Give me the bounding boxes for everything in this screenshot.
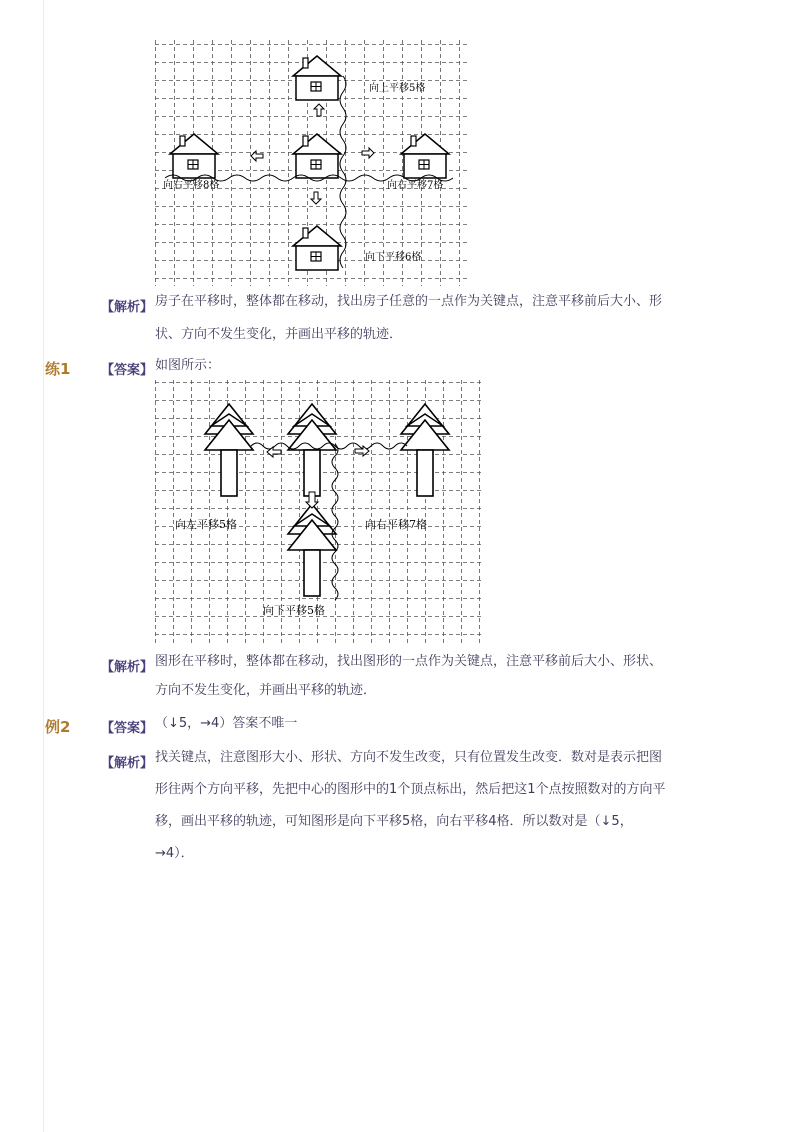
tree-translation-figure [155, 380, 483, 649]
left-margin-rule [43, 0, 44, 1132]
practice1-answer-text: 如图所示： [155, 358, 221, 373]
house-right [401, 134, 449, 178]
label-down: 向下平移6格 [365, 252, 422, 263]
label-right: 向右平移7格 [387, 180, 444, 191]
label-up: 向上平移5格 [369, 83, 426, 94]
arrow-right-icon [362, 148, 374, 158]
arrow-up-icon [314, 104, 324, 116]
example2-analysis-line1: 找关键点，注意图形大小、形状、方向不发生改变，只有位置发生改变．数对是表示把图 [155, 750, 663, 765]
analysis-tag: 【解析】 [101, 756, 154, 771]
example2-analysis-line4: →4）． [155, 846, 194, 861]
label-left: 向右平移8格 [163, 180, 220, 191]
label-down: 向下平移5格 [263, 604, 325, 617]
practice1-analysis-line2: 方向不发生变化，并画出平移的轨迹． [155, 683, 377, 698]
example2-label: 例2 [45, 718, 71, 736]
example2-answer-text: （↓5，→4）答案不唯一 [155, 716, 298, 731]
example2-analysis-line2: 形往两个方向平移，先把中心的图形中的1个顶点标出，然后把这1个点按照数对的方向平 [155, 782, 666, 797]
analysis-tag: 【解析】 [101, 300, 154, 315]
example1-analysis-line1: 房子在平移时，整体都在移动，找出房子任意的一点作为关键点，注意平移前后大小、形 [155, 294, 663, 309]
label-right: 向右平移7格 [365, 518, 427, 531]
house-translation-figure [155, 40, 467, 290]
tree-center [288, 404, 336, 496]
arrow-down-icon [311, 192, 321, 204]
example1-analysis-line2: 状、方向不发生变化，并画出平移的轨迹． [155, 327, 403, 342]
house-down [293, 226, 341, 270]
tree-right [401, 404, 449, 496]
house-center [293, 134, 341, 178]
tree-down [288, 504, 336, 596]
label-left: 向左平移5格 [175, 518, 237, 531]
answer-tag: 【答案】 [101, 721, 154, 736]
analysis-tag: 【解析】 [101, 660, 154, 675]
house-left [170, 134, 218, 178]
answer-tag: 【答案】 [101, 363, 154, 378]
house-grid-svg [155, 40, 467, 286]
example2-analysis-line3: 移，画出平移的轨迹，可知图形是向下平移5格，向右平移4格．所以数对是（↓5， [155, 814, 633, 829]
practice1-analysis-line1: 图形在平移时，整体都在移动，找出图形的一点作为关键点，注意平移前后大小、形状、 [155, 654, 663, 669]
tree-grid-svg [155, 380, 483, 645]
practice1-label: 练1 [45, 360, 71, 378]
